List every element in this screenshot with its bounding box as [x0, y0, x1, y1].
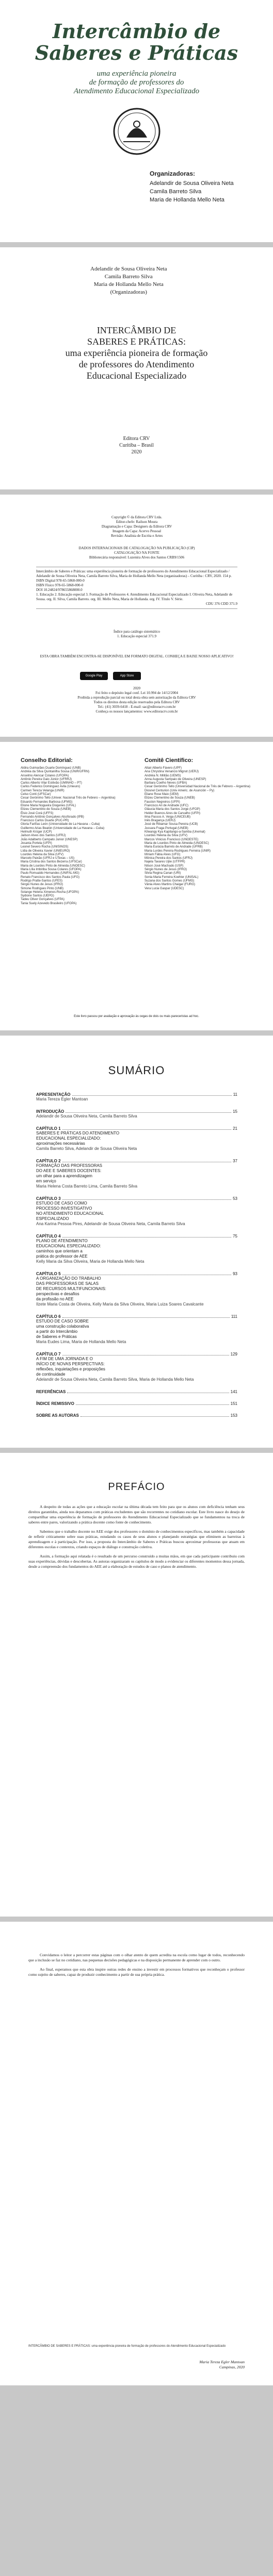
toc-line: [36, 1413, 237, 1418]
toc-entry[interactable]: [36, 1196, 237, 1227]
toc-entry[interactable]: [36, 1389, 237, 1394]
toc-chapter-title: aproximações necessárias: [36, 1141, 85, 1146]
toc-chapter-title: A FIM DE UMA JORNADA E O: [36, 1357, 93, 1361]
preface-page: [0, 1453, 273, 1917]
council-member: Fernando Antônio Gonçalves Alcoforado (IPB): [21, 815, 84, 819]
toc-heading: APRESENTAÇÃO: [36, 1092, 71, 1097]
toc-page-number: 141: [230, 1389, 237, 1394]
organizer-name: Maria de Hollanda Mello Neta: [150, 197, 224, 203]
rights-line: Conheça os nossos lançamentos: www.editoracrv.com.br: [95, 709, 178, 714]
toc-heading: CAPÍTULO 7: [36, 1352, 61, 1357]
toc-heading: SOBRE AS AUTORAS: [36, 1413, 79, 1418]
council-member: Carmen Tereza Velanga (UNIR): [21, 789, 65, 792]
cdd: CDU 376 CDD 371.9: [205, 602, 237, 606]
toc-entry[interactable]: [36, 1092, 237, 1102]
toc-chapter-title: uma construção colaborativa: [36, 1324, 89, 1329]
summary-page: [0, 1036, 273, 1448]
toc-line: [36, 1352, 237, 1357]
organizer-name: Camila Barreto Silva: [150, 189, 202, 195]
council-member: Marcos Vinicius Francisco (UNOESTE): [144, 838, 199, 841]
app-store-badge[interactable]: App Store: [113, 672, 141, 680]
council-member: Suzana dos Santos Gomes (UFMG): [144, 879, 195, 883]
signature-date: Campinas, 2020: [219, 2365, 245, 2369]
toc-heading: CAPÍTULO 1: [36, 1126, 61, 1131]
author-name: Camila Barreto Silva: [104, 274, 153, 280]
council-member: Ilma Passos A. Veiga (UNICEUB): [144, 815, 191, 819]
council-member: Anselmo Alencar Colares (UFOPA): [21, 774, 69, 777]
author-name: Adelandir de Sousa Oliveira Neta: [90, 266, 167, 272]
preface-paragraph: Convidamos o leitor a percorrer estas páginas com o olhar atento de quem acredita na escola como lugar de todos, reconhecendo que a inclusão se faz no cotidiano, nas pequenas decisões pedagógicas e na disposição permanente de aprender com o outro.: [28, 1953, 245, 1962]
preface-title: PREFÁCIO: [108, 1481, 165, 1493]
toc-leader: [66, 1112, 231, 1113]
council-member: Barbara Coelho Neves (UFBA): [144, 782, 187, 785]
council-member: Sérgio Nunes de Jesus (IFRO): [21, 883, 63, 887]
app-promo: ESTA OBRA TAMBÉM ENCONTRA-SE DISPONÍVEL EM FORMATO DIGITAL. CONHEÇA E BAIXE NOSSO APLICATIVO!: [40, 654, 234, 658]
table-of-contents: [36, 1092, 237, 1425]
council-member: Elione Maria Nogueira Diogenes (UFAL): [21, 804, 76, 807]
toc-authors: Ilzete Maria Costa de Oliveira, Kelly Maria da Silva Oliveira, Maria Luiza Soares Cavalcante: [36, 1302, 204, 1307]
toc-leader: [81, 1416, 229, 1417]
title-line: INTERCÂMBIO DE: [97, 325, 176, 335]
council-member: Fauston Negreiros (UFPI): [144, 800, 180, 804]
council-member: Lourdes Helena da Silva (UFV): [21, 853, 64, 856]
toc-heading: ÍNDICE REMISSIVO: [36, 1401, 74, 1406]
editor-line: Editor-chefe: Railson Moura: [116, 520, 158, 524]
toc-authors: Ana Karina Pessoa Pires, Adelandir de Sousa Oliveira Neta, Camila Barreto Silva: [36, 1222, 185, 1226]
summary-title: SUMÁRIO: [108, 1064, 165, 1077]
preface-paragraph: Sabemos que o trabalho docente no AEE exige dos professores o domínio de conhecimentos específicos, mas também a capacidade de refletir criticamente sobre suas práticas, estudando os casos de seus alunos e planejando estratégias que eliminem as barreiras à aprendizagem e à participação. Por isso, a proposta do Intercâmbio de Saberes e Práticas buscou aproximar professoras que atuam em diferentes escolas e contextos, criando espaços de diálogo e construção coletiva.: [28, 1529, 245, 1549]
council-member: Nilson José Machado (USP): [144, 864, 184, 868]
toc-chapter-title: EDUCACIONAL ESPECIALIZADO:: [36, 1136, 101, 1141]
toc-authors: Maria Helena Costa Barreto Lima, Camila Barreto Silva: [36, 1184, 138, 1189]
copyright-page: [0, 495, 273, 737]
council-member: Simone Rodrigues Pinto (UNB): [21, 887, 64, 890]
council-member: Andréia da Silva Quintanilha Sousa (UNIR/UFRN): [21, 770, 90, 774]
council-member: Paulo Romualdo Hernandes (UNIFAL-MG): [21, 872, 79, 875]
toc-entry[interactable]: [36, 1126, 237, 1151]
toc-heading: CAPÍTULO 3: [36, 1196, 61, 1201]
isbn-digital: ISBN Digital 978-65-5868-000-0: [36, 579, 85, 583]
cover-title-line2: Saberes e Práticas: [35, 41, 238, 64]
title-page-title: [31, 325, 242, 381]
toc-line: [36, 1159, 237, 1163]
toc-line: [36, 1389, 237, 1394]
publisher-name: Editora CRV: [123, 436, 150, 442]
toc-entry[interactable]: [36, 1314, 237, 1345]
cover-subtitle-line1: uma experiência pioneira: [97, 70, 176, 78]
cover-subtitle-line2: de formação de professores do: [89, 78, 184, 87]
council-member: Míriam Fábia Alves (UFG): [144, 853, 181, 856]
council-member: Maria de Lourdes Pinto de Almeida (UNOESC): [21, 864, 85, 868]
council-member: Francisco Ari de Andrade (UFC): [144, 804, 189, 807]
council-member: Aldira Guimarães Duarte Domínguez (UNB): [21, 767, 81, 770]
preface-paragraph: Ao final, esperamos que esta obra inspire outras redes de ensino a investir em processos formativos que reconheçam o professor como sujeito de saberes, capaz de produzir conhecimento a partir de sua própria prática.: [28, 1967, 245, 1977]
editorial-council-list: [21, 767, 132, 906]
rights-line: Foi feito o depósito legal conf. Lei 10.994 de 14/12/2004: [95, 691, 178, 695]
council-member: Josania Portela (UFPI): [21, 841, 52, 845]
toc-page-number: 111: [231, 1314, 237, 1319]
publisher-block: [0, 435, 273, 455]
toc-authors: Maria Eudes Lima, Maria de Hollanda Mello Neta: [36, 1340, 126, 1344]
revision-line: Revisão: Analista de Escrita e Artes: [110, 534, 163, 538]
running-head: INTERCÂMBIO DE SABERES E PRÁTICAS: uma experiência pioneira de formação de professores do Atendimento Educacional Especializado: [28, 2345, 226, 2348]
toc-page-number: 153: [230, 1413, 237, 1418]
toc-chapter-title: DO AEE E SABERES DOCENTES:: [36, 1168, 102, 1173]
cover-title: [0, 21, 273, 64]
council-member: Antônio Pereira Gaio Júnior (UFRRJ): [21, 777, 72, 781]
council-member: Lídia de Oliveira Xavier (UNIEURO): [21, 849, 70, 853]
toc-chapter-title: um olhar para a aprendizagem: [36, 1174, 92, 1178]
council-member: Altair Alberto Fávero (UPF): [144, 767, 182, 770]
toc-heading: CAPÍTULO 4: [36, 1234, 61, 1239]
council-member: Marcelo Paixão (UFRJ e UTexas – US): [21, 857, 75, 860]
organizers-list: [150, 179, 234, 204]
toc-line: [36, 1272, 237, 1276]
organizer-name: Adelandir de Sousa Oliveira Neta: [150, 180, 234, 187]
cip-title: DADOS INTERNACIONAIS DE CATALOGAÇÃO NA PUBLICAÇÃO (CIP): [78, 546, 195, 550]
title-line: uma experiência pioneira de formação: [65, 348, 208, 358]
cover-image-line: Imagem da Capa: Acervo Pessoal: [112, 529, 162, 533]
toc-leader: [72, 1095, 232, 1096]
preface-signature: [199, 2360, 245, 2370]
publisher-city: Curitiba – Brasil: [119, 443, 154, 448]
rights-line: Todos os direitos desta edição reservados pela Editora CRV: [93, 700, 180, 704]
council-member: Tania Suely Azevedo Brasileiro (UFOPA): [21, 902, 77, 905]
council-member: Cesar Gerónimo Tello (Univer. Nacional Três de Febrero – Argentina): [21, 796, 116, 800]
toc-authors: Camila Barreto Silva, Adelandir de Sousa Oliveira Neta: [36, 1146, 137, 1151]
council-member: José de Ribamar Sousa Pereira (UCB): [144, 823, 198, 826]
cover-title-line1: Intercâmbio de: [52, 20, 221, 43]
toc-authors: Kelly Maria da Silva Oliveira, Maria de Hollanda Mello Neta: [36, 1259, 144, 1264]
council-member: Vânia Alves Martins Chaigar (FURG): [144, 883, 196, 887]
cip-body: Intercâmbio de Saberes e Práticas: uma experiência pioneira de formação de professores do Atendimento Educacional Especializado / Adelandir de Sousa Oliveira Neta, Camila Barreto Silva, Maria de Hollanda Mello Neta (organizadoras) – Curitiba : CRV, 2020. 154 p.: [36, 569, 232, 578]
scientific-committee-list: [144, 767, 255, 891]
cip-subjects: 1. Educação 2. Educação especial 3. Formação de Professores 4. Atendimento Educacional Especializado I. Oliveira Neta, Adelandir de Sousa. org. II. Silva, Camila Barreto. org. III. Mello Neta, Maria de Hollanda. org. IV. Título V. Série.: [36, 592, 233, 601]
council-member: Gláucia Maria dos Santos Jorge (UFOP): [144, 808, 200, 811]
toc-entry[interactable]: [36, 1413, 237, 1418]
preface-paragraph: A despeito de todas as ações que a educação escolar na última década tem feito para que os alunos com deficiência tenham seus direitos garantidos, ainda nos deparamos com práticas excludentes que são recorrentes no cotidiano escolar. Este livro nasce do desejo de compartilhar uma experiência de formação de professores do Atendimento Educacional Especializado que se fundamentou na troca de saberes entre pares, valorizando a prática docente como fonte de conhecimento.: [28, 1504, 245, 1524]
title-line: SABERES E PRÁTICAS:: [87, 336, 186, 347]
rights-line: Tel.: (41) 3039-6418 - E-mail: sac@editoracrv.com.br: [98, 705, 176, 709]
council-member: Sonia Maria Ferreira Koehler (UNISAL): [144, 875, 199, 879]
council-member: Maria Cristina dos Santos Bezerra (UFSCar): [21, 860, 82, 864]
toc-page-number: 37: [233, 1159, 237, 1163]
title-page: [0, 247, 273, 489]
toc-chapter-title: a partir do Intercâmbio: [36, 1329, 78, 1334]
toc-leader: [76, 1404, 229, 1405]
council-member: Tadeu Oliver Gonçalves (UFPA): [21, 898, 65, 902]
council-member: Renato Francisco dos Santos Paula (UFG): [21, 875, 80, 879]
council-member: Leonel Severo Rocha (UNISINOS): [21, 845, 69, 849]
store-badges: [80, 670, 144, 680]
toc-line: [36, 1401, 237, 1406]
council-member: Gloria Fariñas León (Universidade de La Havana – Cuba): [21, 823, 100, 826]
council-member: Kilwangy Kya Kapitango-a-Samba (Unemat): [144, 831, 205, 834]
toc-page-number: 93: [233, 1272, 237, 1276]
toc-chapter-title: SABERES E PRÁTICAS DO ATENDIMENTO: [36, 1131, 120, 1136]
toc-chapter-title: prática do professor de AEE: [36, 1254, 88, 1259]
council-member: Jailson Alves dos Santos (UFRJ): [21, 834, 66, 838]
council-member: Celso Conti (UFSCar): [21, 793, 51, 796]
doi: DOI 10.24824/978655868000.0: [36, 588, 83, 592]
cover-emblem-icon: [111, 106, 163, 157]
council-member: João Adalberto Campato Junior (UNESP): [21, 838, 78, 841]
cip-record: [36, 567, 237, 609]
toc-heading: CAPÍTULO 2: [36, 1159, 61, 1163]
index-line: 1. Educação especial 371.9: [117, 634, 156, 638]
toc-chapter-title: ESTUDO DE CASO SOBRE: [36, 1319, 89, 1324]
toc-chapter-title: A ORGANIZAÇÃO DO TRABALHO: [36, 1276, 101, 1281]
toc-entry[interactable]: [36, 1159, 237, 1189]
toc-line: [36, 1092, 237, 1097]
toc-chapter-title: DE RECURSOS MULTIFUNCIONAIS:: [36, 1286, 106, 1291]
title-line: Educacional Especializado: [86, 370, 187, 381]
council-member: Silvia Regina Canan (URI): [144, 872, 181, 875]
council-member: Najela Tavares Ujiie (UTFPR): [144, 860, 185, 864]
toc-heading: CAPÍTULO 6: [36, 1314, 61, 1319]
toc-authors: Adelandir de Sousa Oliveira Neta, Camila Barreto Silva, Maria de Hollanda Mello Neta: [36, 1377, 194, 1382]
google-play-badge[interactable]: Google Play: [80, 672, 108, 680]
toc-page-number: 75: [233, 1234, 237, 1239]
toc-chapter-title: NO ATENDIMENTO EDUCACIONAL: [36, 1211, 104, 1216]
title-line: de professores do Atendimento: [78, 359, 195, 369]
council-member: Maria Lurdes Pereira Rodrigues Ferreira (UNIR): [144, 849, 211, 853]
council-member: Diosnel Centurion (Univ Americ. de Asunción – Py): [144, 789, 215, 792]
council-member: Carlos Alberto Vilar Estêvão (UMINHO – PT): [21, 782, 82, 785]
toc-chapter-title: INÍCIO DE NOVAS PERSPECTIVAS:: [36, 1362, 105, 1366]
scientific-committee-title: Comitê Científico:: [144, 757, 194, 764]
council-member: Cesar Gerónimo Tello (Universidad Nacional de Três de Febrero – Argentina): [144, 785, 250, 789]
toc-chapter-title: PROCESSO INVESTIGATIVO: [36, 1206, 92, 1211]
council-member: Solange Helena Ximenes-Rocha (UFOPA): [21, 890, 79, 894]
toc-entry[interactable]: [36, 1272, 237, 1307]
toc-leader: [62, 1199, 232, 1200]
toc-chapter-title: DAS PROFESSORAS DE SALAS: [36, 1281, 99, 1286]
toc-line: [36, 1234, 237, 1239]
catalog-index: [36, 630, 237, 639]
toc-chapter-title: em serviço: [36, 1179, 56, 1183]
peer-review-note: Este livro passou por avaliação e aprovação às cegas de dois ou mais pareceristas ad hoc.: [74, 1015, 199, 1018]
design-line: Diagramação e Capa: Designers da Editora CRV: [101, 524, 172, 529]
council-member: Jussara Fraga Portugal (UNEB): [144, 826, 188, 830]
toc-page-number: 11: [233, 1092, 237, 1097]
preface-page-continued: [0, 1922, 273, 2385]
council-member: Elizeu Clementino de Souza (UNEB): [21, 808, 71, 811]
copyright-credits: [36, 515, 237, 538]
council-member: Elizeu Clementino de Souza (UNEB): [144, 796, 195, 800]
toc-line: [36, 1109, 237, 1114]
council-member: Lourdes Helena da Silva (UFV): [144, 834, 188, 838]
cover-subtitle: [0, 70, 273, 96]
toc-chapter-title: reflexões, inquietações e proposições: [36, 1367, 105, 1371]
council-member: Helmuth Krüger (UCP): [21, 831, 52, 834]
council-member: Maria Eurácia Barreto de Andrade (UFRB): [144, 845, 203, 849]
councils-page: [0, 742, 273, 1030]
council-member: Vera Lucia Gaspar (UDESC): [144, 887, 184, 890]
author-name: Maria de Hollanda Mello Neta: [93, 281, 164, 287]
toc-line: [36, 1314, 237, 1319]
preface-paragraph: Assim, a formação aqui relatada é o resultado de um percurso construído a muitas mãos, em que cada participante contribuiu com suas experiências, dúvidas e descobertas. As autoras organizaram os capítulos de modo a evidenciar os diferentes momentos dessa jornada, desde a compreensão dos fundamentos do AEE até a elaboração de estudos de caso e planos de atendimento.: [28, 1554, 245, 1569]
toc-leader: [62, 1129, 232, 1130]
toc-page-number: 151: [230, 1401, 237, 1406]
council-member: Ana Chrystina Venancio Mignot (UERJ): [144, 770, 199, 774]
cip-subtitle: CATALOGAÇÃO NA FONTE: [114, 551, 159, 555]
toc-page-number: 129: [230, 1352, 237, 1357]
toc-line: [36, 1196, 237, 1201]
toc-page-number: 53: [233, 1196, 237, 1201]
toc-chapter-title: de continuidade: [36, 1372, 66, 1377]
editorial-council-title: Conselho Editorial:: [21, 757, 73, 764]
toc-page-number: 15: [233, 1109, 237, 1114]
council-member: Anna Augusta Sampaio de Oliveira (UNESP): [144, 777, 206, 781]
cover-page: [0, 0, 273, 242]
toc-entry[interactable]: [36, 1234, 237, 1264]
preface-body-continued: [28, 1953, 245, 1981]
author-role: (Organizadoras): [110, 289, 147, 295]
toc-heading: CAPÍTULO 5: [36, 1272, 61, 1276]
council-member: Maria de Lourdes Pinto de Almeida (UNOESC): [144, 841, 209, 845]
council-member: Guillermo Arias Beatón (Universidade de La Havana – Cuba): [21, 826, 105, 830]
toc-chapter-title: FORMAÇÃO DAS PROFESSORAS: [36, 1163, 103, 1168]
publisher-year: 2020: [131, 449, 142, 455]
council-member: Eduardo Fernandes Barbosa (UFMG): [21, 800, 73, 804]
rights-line: Proibida a reprodução parcial ou total desta obra sem autorização da Editora CRV: [77, 696, 196, 700]
council-member: Maria Lília Imbiriba Sousa Colares (UFOPA): [21, 868, 82, 872]
toc-line: [36, 1126, 237, 1131]
toc-authors: Adelandir de Sousa Oliveira Neta, Camila Barreto Silva: [36, 1114, 137, 1118]
toc-chapter-title: PLANO DE ATENDIMENTO: [36, 1239, 88, 1243]
toc-heading: INTRODUÇÃO: [36, 1109, 65, 1114]
cover-subtitle-line3: Atendimento Educacional Especializado: [73, 87, 200, 95]
rights-block: [36, 686, 237, 714]
cip-header: [36, 546, 237, 560]
cip-librarian: Bibliotecária responsável: Luzenira Alves dos Santos CRB9/1506: [89, 555, 185, 560]
council-member: Inês Bragança (UERJ): [144, 819, 176, 823]
index-title: Índice para catálogo sistemático: [114, 630, 160, 634]
toc-authors: Maria Tereza Egler Mantoan: [36, 1097, 88, 1101]
copyright-line: Copyright © da Editora CRV Ltda.: [111, 515, 162, 519]
council-member: Eliane Rose Maio (UEM): [144, 793, 179, 796]
toc-chapter-title: de Saberes e Práticas: [36, 1334, 77, 1339]
edition-year: 2020: [133, 686, 140, 690]
council-member: Helder Buenos Aires de Carvalho (UFPI): [144, 811, 201, 815]
toc-chapter-title: da profissão no AEE: [36, 1297, 74, 1301]
toc-chapter-title: caminhos que orientam a: [36, 1249, 83, 1253]
council-member: Sydione Santos (UEPG): [21, 894, 54, 898]
toc-leader: [62, 1317, 230, 1318]
council-member: Sérgio Nunes de Jesus (IFRO): [144, 868, 187, 872]
toc-heading: REFERÊNCIAS: [36, 1389, 66, 1394]
isbn-print: ISBN Físico 978-65-5868-000-0: [36, 583, 84, 587]
organizers-label: Organizadoras:: [150, 170, 196, 177]
council-member: Mônica Pereira dos Santos (UFRJ): [144, 857, 193, 860]
toc-entry[interactable]: [36, 1401, 237, 1406]
toc-chapter-title: EDUCACIONAL ESPECIALIZADO:: [36, 1244, 101, 1248]
council-member: Rodrigo Pratte-Santos (UFES): [21, 879, 63, 883]
council-member: Francisco Carlos Duarte (PUC-PR): [21, 819, 69, 823]
council-member: Élsio José Corá (UFFS): [21, 811, 54, 815]
toc-entry[interactable]: [36, 1352, 237, 1382]
signature-name: Maria Tereza Egler Mantoan: [199, 2360, 245, 2364]
toc-chapter-title: ESTUDO DE CASO COMO: [36, 1201, 87, 1206]
council-member: Carlos Federico Dominguez Avila (Unieuro): [21, 785, 81, 789]
council-member: Andréia N. Militão (UEMS): [144, 774, 181, 777]
toc-leader: [62, 1237, 232, 1238]
toc-chapter-title: perspectivas e desafios: [36, 1292, 79, 1296]
toc-page-number: 21: [233, 1126, 237, 1131]
title-page-authors: [90, 265, 167, 296]
toc-entry[interactable]: [36, 1109, 237, 1119]
preface-body: [28, 1504, 245, 1573]
toc-chapter-title: ESPECIALIZADO: [36, 1216, 69, 1221]
